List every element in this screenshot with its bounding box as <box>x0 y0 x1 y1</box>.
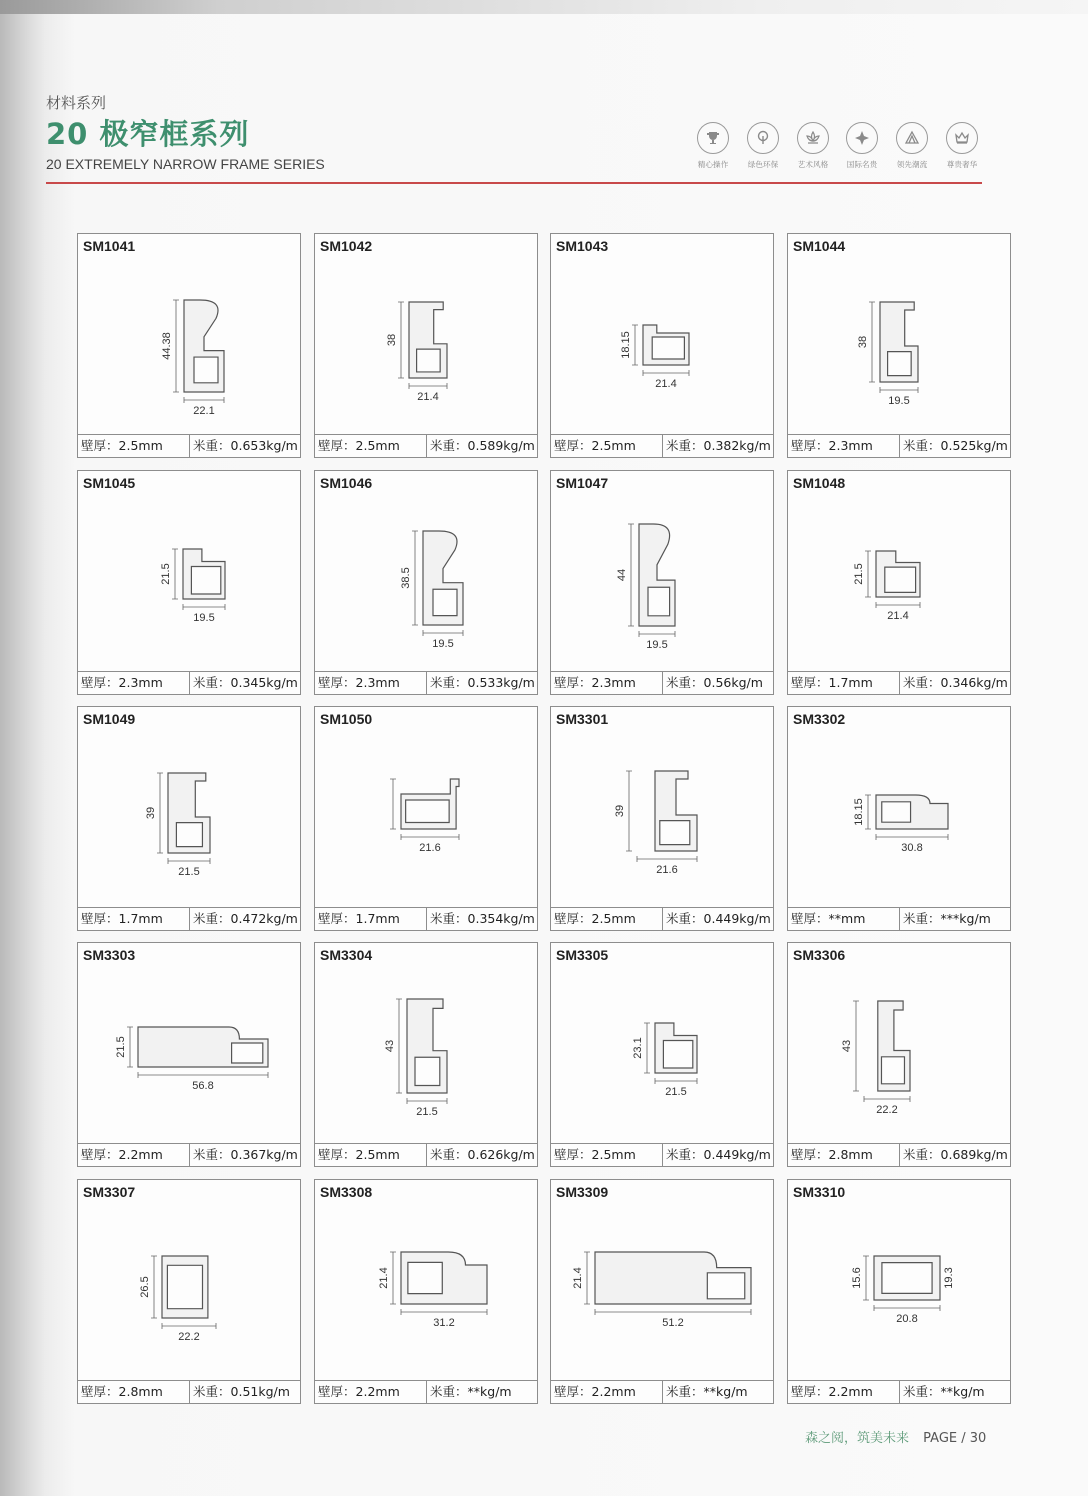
weight-value: 0.346kg/m <box>940 675 1008 690</box>
badge-leaf <box>740 122 786 182</box>
product-code: SM3302 <box>793 711 846 727</box>
dimension-height: 44.38 <box>161 332 173 360</box>
weight-label: 米重： <box>903 1147 941 1162</box>
profile-drawing <box>551 262 773 432</box>
weight-value: 0.689kg/m <box>940 1147 1008 1162</box>
product-code: SM1044 <box>793 238 846 254</box>
meter-weight <box>663 908 773 930</box>
product-card <box>314 470 538 695</box>
thickness-label: 壁厚： <box>791 675 829 690</box>
weight-label: 米重： <box>666 438 704 453</box>
product-card <box>314 706 538 931</box>
feature-badges <box>690 122 985 182</box>
meter-weight <box>663 1144 773 1166</box>
product-code: SM1045 <box>83 475 136 491</box>
page-title: 20 极窄框系列 <box>46 117 250 151</box>
thickness-value: 2.8mm <box>118 1384 163 1399</box>
page-number: PAGE / 30 <box>923 1431 987 1446</box>
dimension-width: 21.5 <box>665 1086 687 1098</box>
product-card <box>77 233 301 458</box>
product-code: SM3306 <box>793 947 846 963</box>
meter-weight <box>900 1381 1010 1403</box>
dimension-width: 22.1 <box>193 405 215 417</box>
meter-weight <box>190 908 300 930</box>
wall-thickness <box>315 1381 427 1403</box>
dimension-height: 39 <box>614 804 626 818</box>
weight-value: 0.449kg/m <box>703 1147 771 1162</box>
product-code: SM1048 <box>793 475 846 491</box>
dimension-width: 21.4 <box>417 391 439 403</box>
weight-label: 米重： <box>430 438 468 453</box>
thickness-label: 壁厚： <box>318 911 356 926</box>
dimension-height: 18.15 <box>853 798 865 826</box>
thickness-label: 壁厚： <box>318 438 356 453</box>
product-code: SM3301 <box>556 711 609 727</box>
meter-weight <box>190 672 300 694</box>
thickness-value: 2.5mm <box>591 911 636 926</box>
weight-value: ***kg/m <box>940 911 991 926</box>
spec-row <box>78 907 300 930</box>
product-card <box>77 470 301 695</box>
profile-drawing <box>551 735 773 905</box>
dimension-height: 23.1 <box>632 1037 644 1059</box>
spec-row <box>788 1380 1010 1403</box>
dimension-width: 19.5 <box>432 638 454 650</box>
product-code: SM3303 <box>83 947 136 963</box>
badge-lotus <box>790 122 836 182</box>
weight-value: 0.449kg/m <box>703 911 771 926</box>
thickness-label: 壁厚： <box>554 911 592 926</box>
product-code: SM3310 <box>793 1184 846 1200</box>
spec-row <box>78 1143 300 1166</box>
product-card <box>77 1179 301 1404</box>
weight-value: 0.626kg/m <box>467 1147 535 1162</box>
badge-pinnacle <box>889 122 935 182</box>
meter-weight <box>663 672 773 694</box>
product-card <box>314 942 538 1167</box>
wall-thickness <box>78 908 190 930</box>
meter-weight <box>427 1144 537 1166</box>
thickness-value: 2.3mm <box>591 675 636 690</box>
weight-value: 0.533kg/m <box>467 675 535 690</box>
weight-label: 米重： <box>903 911 941 926</box>
spec-row <box>315 434 537 457</box>
weight-label: 米重： <box>903 1384 941 1399</box>
spec-row <box>788 1143 1010 1166</box>
thickness-value: 2.3mm <box>355 675 400 690</box>
product-card <box>77 942 301 1167</box>
weight-value: **kg/m <box>703 1384 748 1399</box>
dimension-height: 18.15 <box>620 331 632 359</box>
wall-thickness <box>788 1144 900 1166</box>
spec-row <box>315 907 537 930</box>
spec-row <box>551 434 773 457</box>
profile-drawing <box>78 262 300 432</box>
spec-row <box>315 671 537 694</box>
product-card <box>787 706 1011 931</box>
meter-weight <box>900 672 1010 694</box>
spec-row <box>315 1380 537 1403</box>
wall-thickness <box>78 1144 190 1166</box>
dimension-height: 38 <box>857 335 869 349</box>
weight-label: 米重： <box>666 1384 704 1399</box>
badge-label: 精心操作 <box>697 160 729 169</box>
badge-crown <box>939 122 985 182</box>
dimension-height: 26.5 <box>139 1276 151 1298</box>
thickness-value: 2.5mm <box>118 438 163 453</box>
profile-drawing <box>315 971 537 1141</box>
product-card <box>550 233 774 458</box>
badge-label: 艺术风格 <box>797 160 828 169</box>
thickness-label: 壁厚： <box>318 1384 356 1399</box>
product-code: SM3309 <box>556 1184 609 1200</box>
dimension-height: 21.5 <box>160 563 172 585</box>
dimension-height: 43 <box>384 1039 396 1053</box>
badge-label: 绿色环保 <box>747 160 778 169</box>
thickness-value: 2.2mm <box>355 1384 400 1399</box>
product-code: SM1042 <box>320 238 373 254</box>
weight-value: 0.653kg/m <box>230 438 298 453</box>
profile-drawing <box>788 735 1010 905</box>
profile-drawing <box>315 1208 537 1378</box>
dimension-width: 21.6 <box>419 842 441 854</box>
profile-drawing <box>788 971 1010 1141</box>
product-card <box>550 706 774 931</box>
thickness-value: 2.2mm <box>591 1384 636 1399</box>
weight-label: 米重： <box>666 911 704 926</box>
product-code: SM1049 <box>83 711 136 727</box>
thickness-value: **mm <box>828 911 866 926</box>
badge-globe <box>839 122 885 182</box>
meter-weight <box>663 435 773 457</box>
meter-weight <box>900 908 1010 930</box>
weight-label: 米重： <box>193 1147 231 1162</box>
footer-slogan: 森之阅，筑美未来 <box>805 1431 910 1446</box>
weight-label: 米重： <box>903 675 941 690</box>
globe-icon <box>846 122 878 154</box>
thickness-value: 1.7mm <box>118 911 163 926</box>
spec-row <box>315 1143 537 1166</box>
thickness-label: 壁厚： <box>554 1384 592 1399</box>
pinnacle-icon <box>896 122 928 154</box>
lotus-icon <box>797 122 829 154</box>
badge-label: 国际名贵 <box>847 160 878 169</box>
product-card <box>550 1179 774 1404</box>
weight-label: 米重： <box>666 1147 704 1162</box>
dimension-width: 21.5 <box>178 866 200 878</box>
wall-thickness <box>315 435 427 457</box>
weight-label: 米重： <box>193 438 231 453</box>
profile-drawing <box>315 262 537 432</box>
crown-icon <box>946 122 978 154</box>
product-card <box>314 1179 538 1404</box>
thickness-label: 壁厚： <box>554 1147 592 1162</box>
dimension-height: 21.5 <box>853 563 865 585</box>
product-code: SM3307 <box>83 1184 136 1200</box>
product-code: SM1047 <box>556 475 609 491</box>
wall-thickness <box>78 1381 190 1403</box>
thickness-label: 壁厚： <box>318 675 356 690</box>
thickness-label: 壁厚： <box>791 911 829 926</box>
product-card <box>550 470 774 695</box>
dimension-width: 22.2 <box>876 1104 898 1116</box>
dimension-width: 19.5 <box>646 639 668 651</box>
profile-drawing <box>78 735 300 905</box>
meter-weight <box>190 1381 300 1403</box>
product-code: SM1046 <box>320 475 373 491</box>
weight-value: 0.382kg/m <box>703 438 771 453</box>
profile-drawing <box>551 971 773 1141</box>
meter-weight <box>427 435 537 457</box>
profile-drawing <box>315 735 537 905</box>
wall-thickness <box>315 1144 427 1166</box>
product-code: SM1043 <box>556 238 609 254</box>
wall-thickness <box>551 672 663 694</box>
weight-label: 米重： <box>430 911 468 926</box>
thickness-label: 壁厚： <box>554 675 592 690</box>
product-code: SM3305 <box>556 947 609 963</box>
product-card <box>787 942 1011 1167</box>
thickness-value: 2.2mm <box>118 1147 163 1162</box>
meter-weight <box>427 908 537 930</box>
wall-thickness <box>551 435 663 457</box>
weight-value: 0.367kg/m <box>230 1147 298 1162</box>
spec-row <box>78 1380 300 1403</box>
dimension-width: 19.5 <box>888 395 910 407</box>
dimension-height: 38 <box>386 333 398 347</box>
dimension-width: 19.5 <box>193 612 215 624</box>
dimension-width: 22.2 <box>178 1331 200 1343</box>
dimension-height: 43 <box>841 1039 853 1053</box>
dimension-width: 21.4 <box>887 610 909 622</box>
dimension-width: 21.4 <box>655 378 677 390</box>
thickness-label: 壁厚： <box>791 438 829 453</box>
product-code: SM3304 <box>320 947 373 963</box>
dimension-height: 21.5 <box>115 1036 127 1058</box>
weight-value: 0.525kg/m <box>940 438 1008 453</box>
product-card <box>787 1179 1011 1404</box>
meter-weight <box>427 672 537 694</box>
thickness-value: 2.8mm <box>828 1147 873 1162</box>
thickness-value: 2.5mm <box>355 438 400 453</box>
product-card <box>550 942 774 1167</box>
weight-label: 米重： <box>193 675 231 690</box>
wall-thickness <box>551 908 663 930</box>
dimension-width: 19.3 <box>943 1267 955 1289</box>
meter-weight <box>663 1381 773 1403</box>
thickness-label: 壁厚： <box>318 1147 356 1162</box>
spec-row <box>788 907 1010 930</box>
weight-value: **kg/m <box>940 1384 985 1399</box>
product-card <box>787 233 1011 458</box>
dimension-width: 20.8 <box>896 1313 918 1325</box>
wall-thickness <box>788 908 900 930</box>
thickness-value: 2.2mm <box>828 1384 873 1399</box>
thickness-value: 2.5mm <box>591 1147 636 1162</box>
page-subtitle: 20 EXTREMELY NARROW FRAME SERIES <box>46 156 325 172</box>
wall-thickness <box>78 435 190 457</box>
profile-drawing <box>788 262 1010 432</box>
spec-row <box>78 671 300 694</box>
thickness-value: 1.7mm <box>355 911 400 926</box>
dimension-height: 21.4 <box>572 1267 584 1289</box>
profile-drawing <box>551 1208 773 1378</box>
thickness-label: 壁厚： <box>791 1384 829 1399</box>
product-card <box>787 470 1011 695</box>
profile-drawing <box>315 499 537 669</box>
weight-label: 米重： <box>666 675 704 690</box>
product-code: SM3308 <box>320 1184 373 1200</box>
category-label: 材料系列 <box>46 94 107 112</box>
thickness-value: 2.5mm <box>591 438 636 453</box>
profile-drawing <box>788 499 1010 669</box>
product-code: SM1041 <box>83 238 136 254</box>
dimension-width: 31.2 <box>433 1317 455 1329</box>
profile-drawing <box>78 1208 300 1378</box>
leaf-tree-icon <box>747 122 779 154</box>
dimension-width: 21.5 <box>416 1106 438 1118</box>
weight-value: 0.51kg/m <box>230 1384 290 1399</box>
weight-value: 0.589kg/m <box>467 438 535 453</box>
badge-label: 尊贵奢华 <box>946 160 978 169</box>
dimension-height: 15.6 <box>851 1267 863 1289</box>
dimension-height: 39 <box>145 806 157 820</box>
wall-thickness <box>78 672 190 694</box>
dimension-width: 51.2 <box>662 1317 684 1329</box>
spec-row <box>551 1143 773 1166</box>
trophy-icon <box>697 122 729 154</box>
wall-thickness <box>315 908 427 930</box>
badge-label: 领先潮流 <box>896 160 928 169</box>
weight-label: 米重： <box>430 1147 468 1162</box>
wall-thickness <box>788 1381 900 1403</box>
profile-drawing <box>78 971 300 1141</box>
spec-row <box>788 671 1010 694</box>
spec-row <box>788 434 1010 457</box>
thickness-label: 壁厚： <box>81 675 119 690</box>
profile-drawing <box>788 1208 1010 1378</box>
weight-value: 0.345kg/m <box>230 675 298 690</box>
weight-label: 米重： <box>903 438 941 453</box>
wall-thickness <box>788 672 900 694</box>
meter-weight <box>190 1144 300 1166</box>
dimension-width: 56.8 <box>192 1080 214 1092</box>
weight-label: 米重： <box>193 1384 231 1399</box>
badge-trophy <box>690 122 736 182</box>
wall-thickness <box>551 1144 663 1166</box>
meter-weight <box>900 1144 1010 1166</box>
dimension-height: 44 <box>616 568 628 582</box>
spec-row <box>551 671 773 694</box>
weight-label: 米重： <box>430 1384 468 1399</box>
dimension-height: 21.4 <box>378 1267 390 1289</box>
weight-label: 米重： <box>193 911 231 926</box>
thickness-label: 壁厚： <box>81 438 119 453</box>
product-card <box>77 706 301 931</box>
spec-row <box>78 434 300 457</box>
profile-drawing <box>551 499 773 669</box>
product-code: SM1050 <box>320 711 373 727</box>
dimension-height: 38.5 <box>400 567 412 589</box>
thickness-label: 壁厚： <box>81 911 119 926</box>
wall-thickness <box>551 1381 663 1403</box>
thickness-value: 1.7mm <box>828 675 873 690</box>
thickness-value: 2.5mm <box>355 1147 400 1162</box>
thickness-label: 壁厚： <box>791 1147 829 1162</box>
wall-thickness <box>315 672 427 694</box>
wall-thickness <box>788 435 900 457</box>
thickness-value: 2.3mm <box>118 675 163 690</box>
weight-value: 0.354kg/m <box>467 911 535 926</box>
weight-label: 米重： <box>430 675 468 690</box>
page-footer <box>805 1427 986 1446</box>
spec-row <box>551 1380 773 1403</box>
profile-drawing <box>78 499 300 669</box>
header-divider <box>46 182 982 184</box>
spec-row <box>551 907 773 930</box>
thickness-value: 2.3mm <box>828 438 873 453</box>
weight-value: 0.56kg/m <box>703 675 763 690</box>
thickness-label: 壁厚： <box>81 1147 119 1162</box>
weight-value: 0.472kg/m <box>230 911 298 926</box>
meter-weight <box>190 435 300 457</box>
dimension-width: 30.8 <box>901 842 923 854</box>
weight-value: **kg/m <box>467 1384 512 1399</box>
meter-weight <box>900 435 1010 457</box>
product-card <box>314 233 538 458</box>
meter-weight <box>427 1381 537 1403</box>
thickness-label: 壁厚： <box>554 438 592 453</box>
dimension-width: 21.6 <box>656 864 678 876</box>
page-top-shadow <box>0 0 1088 14</box>
thickness-label: 壁厚： <box>81 1384 119 1399</box>
